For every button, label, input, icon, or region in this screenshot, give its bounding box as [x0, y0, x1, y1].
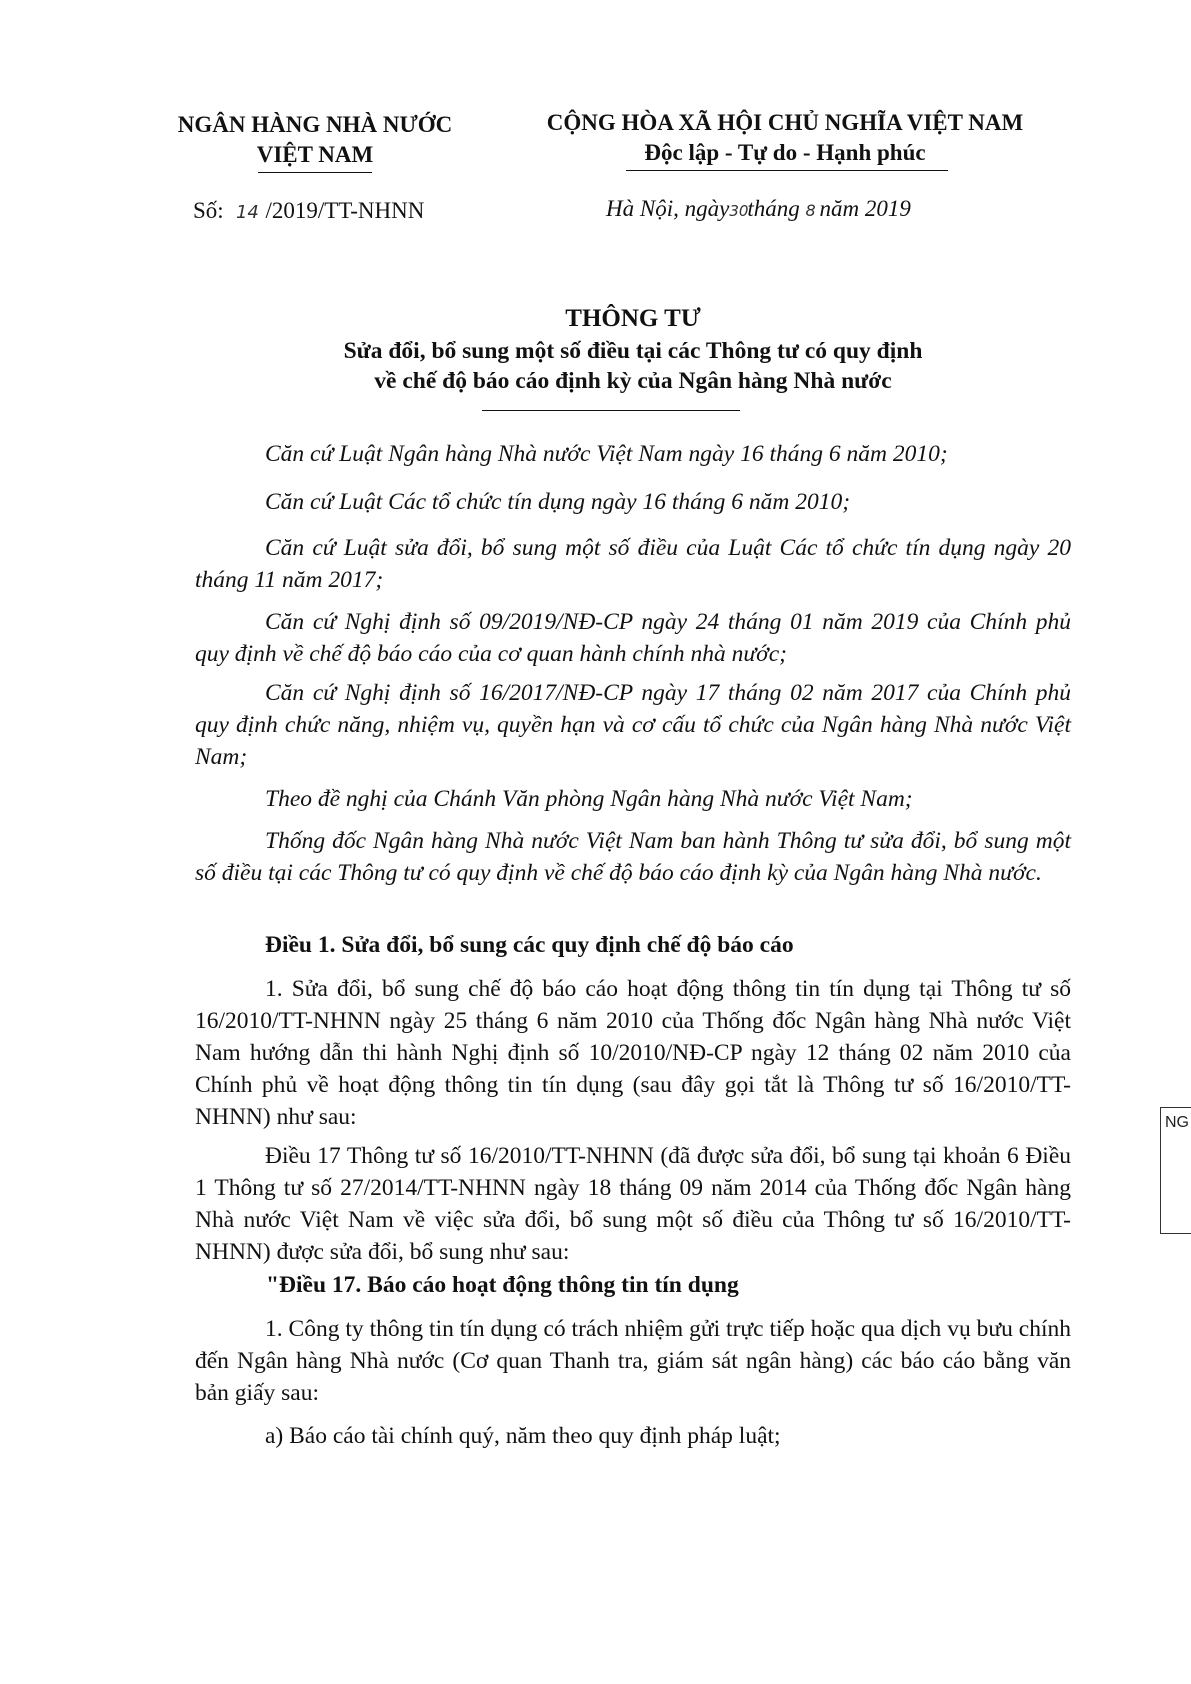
- article-subheading: "Điều 17. Báo cáo hoạt động thông tin tín dụng: [266, 1272, 739, 1298]
- preamble-item: Thống đốc Ngân hàng Nhà nước Việt Nam ban hành Thông tư sửa đổi, bổ sung một số điều tại các Thông tư có quy định về chế độ báo cáo định kỳ của Ngân hàng Nhà nước.: [195, 828, 1071, 886]
- date-part3: năm 2019: [819, 196, 911, 221]
- preamble-item: Căn cứ Nghị định số 16/2017/NĐ-CP ngày 17 tháng 02 năm 2017 của Chính phủ quy định chức năng, nhiệm vụ, quyền hạn và cơ cấu tổ chức của Ngân hàng Nhà nước Việt Nam;: [195, 680, 1071, 770]
- stamp-text: NG: [1165, 1114, 1189, 1131]
- preamble-item: Căn cứ Luật sửa đổi, bổ sung một số điều của Luật Các tổ chức tín dụng ngày 20 tháng 11 năm 2017;: [195, 535, 1071, 593]
- doc-subtitle-line2: về chế độ báo cáo định kỳ của Ngân hàng Nhà nước: [374, 368, 892, 394]
- doc-date: [606, 196, 911, 222]
- preamble-item: Theo đề nghị của Chánh Văn phòng Ngân hàng Nhà nước Việt Nam;: [265, 786, 913, 812]
- article-heading: Điều 1. Sửa đổi, bổ sung các quy định chế độ báo cáo: [265, 932, 794, 958]
- article-paragraph: a) Báo cáo tài chính quý, năm theo quy định pháp luật;: [265, 1423, 781, 1449]
- article-paragraph: 1. Sửa đổi, bổ sung chế độ báo cáo hoạt động thông tin tín dụng tại Thông tư số 16/2010/TT-NHNN ngày 25 tháng 6 năm 2010 của Thống đốc Ngân hàng Nhà nước Việt Nam hướng dẫn thi hành Nghị định số 10/2010/NĐ-CP ngày 12 tháng 02 năm 2010 của Chính phủ về hoạt động thông tin tín dụng (sau đây gọi tắt là Thông tư số 16/2010/TT-NHNN) như sau:: [195, 976, 1071, 1130]
- preamble-item: Căn cứ Luật Ngân hàng Nhà nước Việt Nam ngày 16 tháng 6 năm 2010;: [265, 441, 948, 467]
- doc-number-handwritten: 14: [235, 202, 259, 223]
- doc-subtitle-line1: Sửa đổi, bổ sung một số điều tại các Thông tư có quy định: [343, 338, 923, 364]
- doc-number: [193, 198, 424, 224]
- motto-line1: CỘNG HÒA XÃ HỘI CHỦ NGHĨA VIỆT NAM: [546, 110, 1024, 135]
- agency-name-line2: VIỆT NAM: [256, 142, 374, 167]
- article-paragraph: Điều 17 Thông tư số 16/2010/TT-NHNN (đã được sửa đổi, bổ sung tại khoản 6 Điều 1 Thông tư số 27/2014/TT-NHNN ngày 18 tháng 09 năm 2014 của Thống đốc Ngân hàng Nhà nước Việt Nam về việc sửa đổi, bổ sung một số điều của Thông tư số 16/2010/TT-NHNN) được sửa đổi, bổ sung như sau:: [195, 1143, 1071, 1265]
- preamble-item: Căn cứ Nghị định số 09/2019/NĐ-CP ngày 24 tháng 01 năm 2019 của Chính phủ quy định về chế độ báo cáo của cơ quan hành chính nhà nước;: [195, 609, 1071, 667]
- doc-number-prefix: Số:: [193, 198, 224, 223]
- article-paragraph: 1. Công ty thông tin tín dụng có trách nhiệm gửi trực tiếp hoặc qua dịch vụ bưu chính đến Ngân hàng Nhà nước (Cơ quan Thanh tra, giám sát ngân hàng) các báo cáo bằng văn bản giấy sau:: [195, 1316, 1071, 1406]
- motto-line2: Độc lập - Tự do - Hạnh phúc: [644, 140, 926, 165]
- motto-underline: [626, 170, 948, 171]
- date-part1: Hà Nội, ngày: [606, 196, 730, 221]
- doc-number-suffix: /2019/TT-NHNN: [265, 198, 425, 223]
- date-day-handwritten: 30: [729, 202, 749, 220]
- preamble-item: Căn cứ Luật Các tổ chức tín dụng ngày 16 tháng 6 năm 2010;: [265, 489, 851, 515]
- agency-underline: [258, 172, 372, 173]
- date-month-handwritten: 8: [805, 201, 816, 220]
- doc-title: THÔNG TƯ: [565, 305, 701, 332]
- date-part2: tháng: [747, 196, 800, 221]
- received-stamp: [1160, 1107, 1191, 1234]
- title-underline: [482, 410, 740, 411]
- agency-name-line1: NGÂN HÀNG NHÀ NƯỚC: [177, 112, 453, 137]
